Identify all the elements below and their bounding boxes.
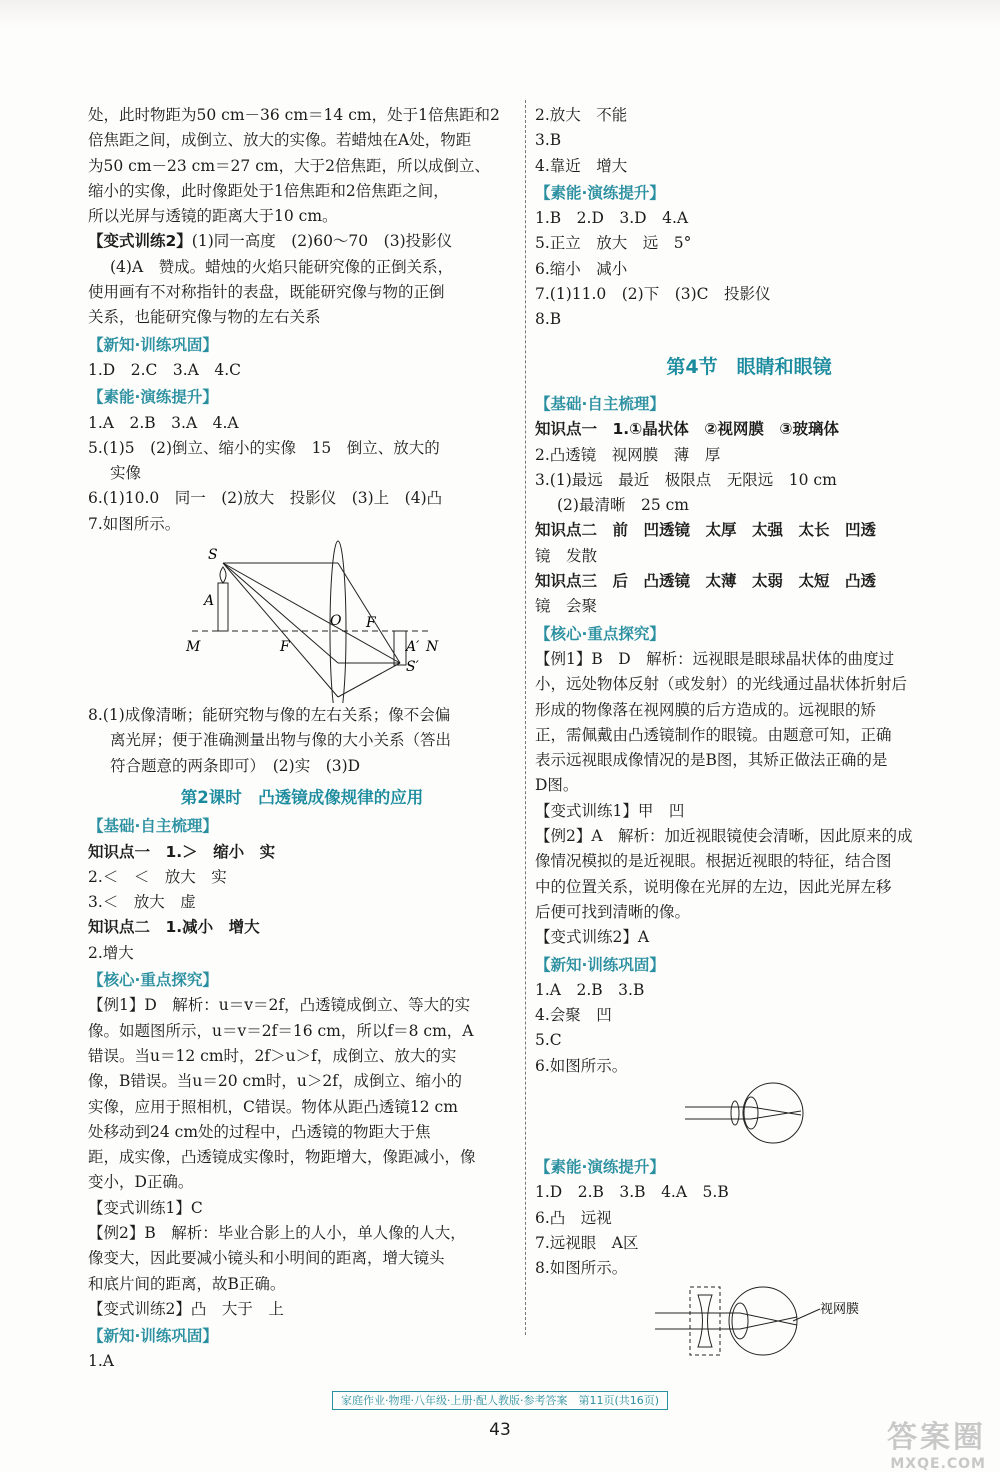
candle (218, 583, 228, 631)
variant-training-1: 【变式训练1】甲 凹 (535, 801, 685, 820)
answer-line: 6.如图所示。 (535, 1056, 628, 1075)
section-head-suneng-2: 【素能·演练提升】 (535, 1157, 665, 1176)
example-line: 形成的物像落在视网膜的后方造成的。远视眼的矫 (535, 700, 877, 719)
answer-line: 2.放大 不能 (535, 106, 628, 124)
section-title: 第4节 眼睛和眼镜 (666, 355, 832, 378)
answer-line: 1.D 2.B 3.B 4.A 5.B (535, 1183, 729, 1202)
variant-answer: (1)同一高度 (2)60～70 (3)投影仪 (191, 232, 453, 251)
answer-line: 2.＜ ＜ 放大 实 (88, 867, 227, 886)
example-line: 像，B错误。当u＝20 cm时，u＞2f，成倒立、缩小的 (88, 1072, 462, 1091)
example-line: 中的位置关系，说明像在光屏的左边，因此光屏左移 (535, 877, 892, 896)
answer-line: 知识点二 1.减小 增大 (88, 918, 260, 937)
label-O: O (330, 613, 342, 630)
example-line: 像。如题图所示，u＝v＝2f＝16 cm，所以f＝8 cm，A (88, 1021, 474, 1040)
label-F2: F (366, 615, 376, 632)
eye-diagram-hyperopia (535, 1281, 963, 1361)
answer-line: 5.正立 放大 远 5° (535, 234, 692, 253)
answer-line: 1.A (88, 1352, 114, 1371)
ray-focal-out (338, 663, 400, 697)
column-divider (525, 100, 526, 1335)
label-A: A (204, 593, 215, 610)
answer-line: (2)最清晰 25 cm (557, 496, 689, 515)
label-S-prime: S′ (406, 659, 419, 676)
watermark-logo: 答案圈 (887, 1420, 986, 1455)
answer-line: 7.(1)11.0 (2)下 (3)C 投影仪 (535, 285, 771, 304)
example-line: 实像，应用于照相机，C错误。物体从距凸透镜12 cm (88, 1097, 458, 1116)
section-head-xinzhi: 【新知·训练巩固】 (88, 335, 218, 354)
variant-label: 【变式训练2】 (88, 232, 192, 251)
text-line: (4)A 赞成。蜡烛的火焰只能研究像的正倒关系， (110, 257, 454, 276)
eye-diagram-myopia (535, 1079, 963, 1153)
answer-line: 8.(1)成像清晰；能研究物与像的左右关系；像不会偏 (88, 706, 451, 725)
left-column (88, 103, 516, 1375)
section-head-hexin: 【核心·重点探究】 (88, 971, 218, 990)
answer-line: 4.靠近 增大 (535, 156, 628, 175)
answer-line: 3.＜ 放大 虚 (88, 893, 196, 912)
example-line: 小，远处物体反射（或发射）的光线通过晶状体折射后 (535, 675, 908, 694)
answer-line: 6.缩小 减小 (535, 259, 628, 278)
image-screen (394, 631, 406, 665)
answer-line: 6.(1)10.0 同一 (2)放大 投影仪 (3)上 (4)凸 (88, 489, 443, 508)
example-line: 【例1】D 解析：u＝v＝2f，凸透镜成倒立、等大的实 (88, 996, 471, 1015)
right-column (535, 103, 963, 1361)
example-line: 变小，D正确。 (88, 1173, 194, 1192)
scan-top-edge (0, 0, 1000, 28)
text-line: 关系，也能研究像与物的左右关系 (88, 308, 321, 327)
text-line: 为50 cm－23 cm＝27 cm，大于2倍焦距，所以成倒立、 (88, 156, 490, 175)
concave-lens (698, 1295, 712, 1347)
answer-line: 7.如图所示。 (88, 514, 181, 533)
example-line: 【例2】A 解析：加近视眼镜使会清晰，因此原来的成 (535, 827, 913, 846)
answer-line: 4.会聚 凹 (535, 1006, 612, 1025)
answer-line: 2.增大 (88, 943, 134, 962)
answer-line: 1.D 2.C 3.A 4.C (88, 360, 241, 379)
variant-training-1: 【变式训练1】C (88, 1198, 203, 1217)
convex-lens-ray-diagram (88, 537, 516, 703)
page-number: 43 (489, 1420, 511, 1440)
retina-label: 视网膜 (820, 1302, 860, 1318)
answer-line: 2.凸透镜 视网膜 薄 厚 (535, 445, 721, 464)
text-line: 倍焦距之间，成倒立、放大的实像。若蜡烛在A处，物距 (88, 131, 472, 150)
answer-line: 知识点二 前 凹透镜 太厚 太强 太长 凹透 (535, 521, 877, 540)
answer-line: 1.A 2.B 3.A 4.A (88, 413, 239, 432)
answer-line: 镜 发散 (535, 546, 598, 565)
example-line: 像情况模拟的是近视眼。根据近视眼的特征，结合图 (535, 852, 892, 871)
section-head-jichu: 【基础·自主梳理】 (88, 817, 218, 836)
section-head-hexin: 【核心·重点探究】 (535, 624, 665, 643)
answer-line: 1.B 2.D 3.D 4.A (535, 209, 689, 228)
answer-line: 7.远视眼 A区 (535, 1233, 639, 1252)
footer (0, 1392, 1000, 1408)
answer-line: 6.凸 远视 (535, 1208, 612, 1227)
answer-line: 离光屏；便于准确测量出物与像的大小关系（答出 (110, 731, 452, 750)
section-head-suneng: 【素能·演练提升】 (535, 183, 665, 202)
section-head-jichu: 【基础·自主梳理】 (535, 394, 665, 413)
answer-line: 知识点三 后 凸透镜 太薄 太弱 太短 凸透 (535, 572, 877, 591)
text-line: 缩小的实像，此时像距处于1倍焦距和2倍焦距之间， (88, 181, 449, 200)
example-line: 表示远视眼成像情况的是B图，其矫正做法正确的是 (535, 751, 888, 770)
ray-refracted (338, 563, 400, 663)
answer-line: 符合题意的两条即可） (2)实 (3)D (110, 756, 361, 775)
answer-line: 3.(1)最远 最近 极限点 无限远 10 cm (535, 470, 837, 489)
watermark (887, 1412, 986, 1472)
example-line: 距，成实像，凸透镜成实像时，物距增大，像距减小，像 (88, 1148, 476, 1167)
label-M: M (186, 639, 201, 656)
label-F1: F (280, 639, 290, 656)
section-head-suneng: 【素能·演练提升】 (88, 388, 218, 407)
eyeball (743, 1083, 803, 1143)
answer-line: 8.B (535, 310, 562, 329)
eye-lens (732, 1303, 748, 1339)
example-line: D图。 (535, 776, 579, 795)
text-line: 所以光屏与透镜的距离大于10 cm。 (88, 207, 338, 226)
label-N: N (426, 639, 439, 656)
example-line: 和底片间的距离，故B正确。 (88, 1274, 286, 1293)
answer-line: 3.B (535, 131, 562, 150)
answer-line: 知识点一 1.①晶状体 ②视网膜 ③玻璃体 (535, 420, 840, 439)
answer-line: 8.如图所示。 (535, 1259, 628, 1278)
example-line: 【例2】B 解析：毕业合影上的人小，单人像的人大， (88, 1223, 466, 1242)
section-head-xinzhi-2: 【新知·训练巩固】 (88, 1327, 218, 1346)
example-line: 错误。当u＝12 cm时，2f＞u＞f，成倒立、放大的实 (88, 1046, 457, 1065)
lesson-title: 第2课时 凸透镜成像规律的应用 (180, 787, 424, 807)
answer-line: 1.A 2.B 3.B (535, 980, 645, 999)
variant-training-2: 【变式训练2】A (535, 928, 650, 947)
example-line: 处移动到24 cm处的过程中，凸透镜的物距大于焦 (88, 1122, 431, 1141)
answer-line: 镜 会聚 (535, 597, 598, 616)
ray-focal (223, 563, 338, 697)
label-S: S (208, 547, 218, 564)
answer-line: 5.(1)5 (2)倒立、缩小的实像 15 倒立、放大的 (88, 438, 440, 457)
footer-text: 家庭作业·物理·八年级·上册·配人教版·参考答案 第11页(共16页) (332, 1391, 668, 1410)
lens-box (690, 1287, 720, 1355)
answer-line: 5.C (535, 1031, 562, 1050)
eyeball (729, 1287, 797, 1355)
text-line: 使用画有不对称指针的表盘，既能研究像与物的正倒 (88, 283, 445, 302)
example-line: 【例1】B D 解析：远视眼是眼球晶状体的曲度过 (535, 649, 895, 668)
variant-training-2b: 【变式训练2】凸 大于 上 (88, 1299, 284, 1318)
candle-flame (220, 567, 226, 583)
concave-lens (731, 1101, 739, 1125)
text-line: 处，此时物距为50 cm－36 cm＝14 cm，处于1倍焦距和2 (88, 106, 500, 124)
example-line: 后便可找到清晰的像。 (535, 902, 691, 921)
answer-line: 知识点一 1.＞ 缩小 实 (88, 842, 276, 861)
section-head-xinzhi: 【新知·训练巩固】 (535, 955, 665, 974)
example-line: 像变大，因此要减小镜头和小明间的距离，增大镜头 (88, 1249, 445, 1268)
example-line: 正，需佩戴由凸透镜制作的眼镜。由题意可知，正确 (535, 725, 892, 744)
eye-lens (744, 1097, 758, 1129)
answer-line: 实像 (110, 464, 142, 483)
variant-training-2 (88, 229, 516, 254)
label-A-prime: A′ (406, 639, 420, 656)
ray-center (223, 563, 400, 663)
watermark-site: MXQE.COM (890, 1456, 986, 1472)
